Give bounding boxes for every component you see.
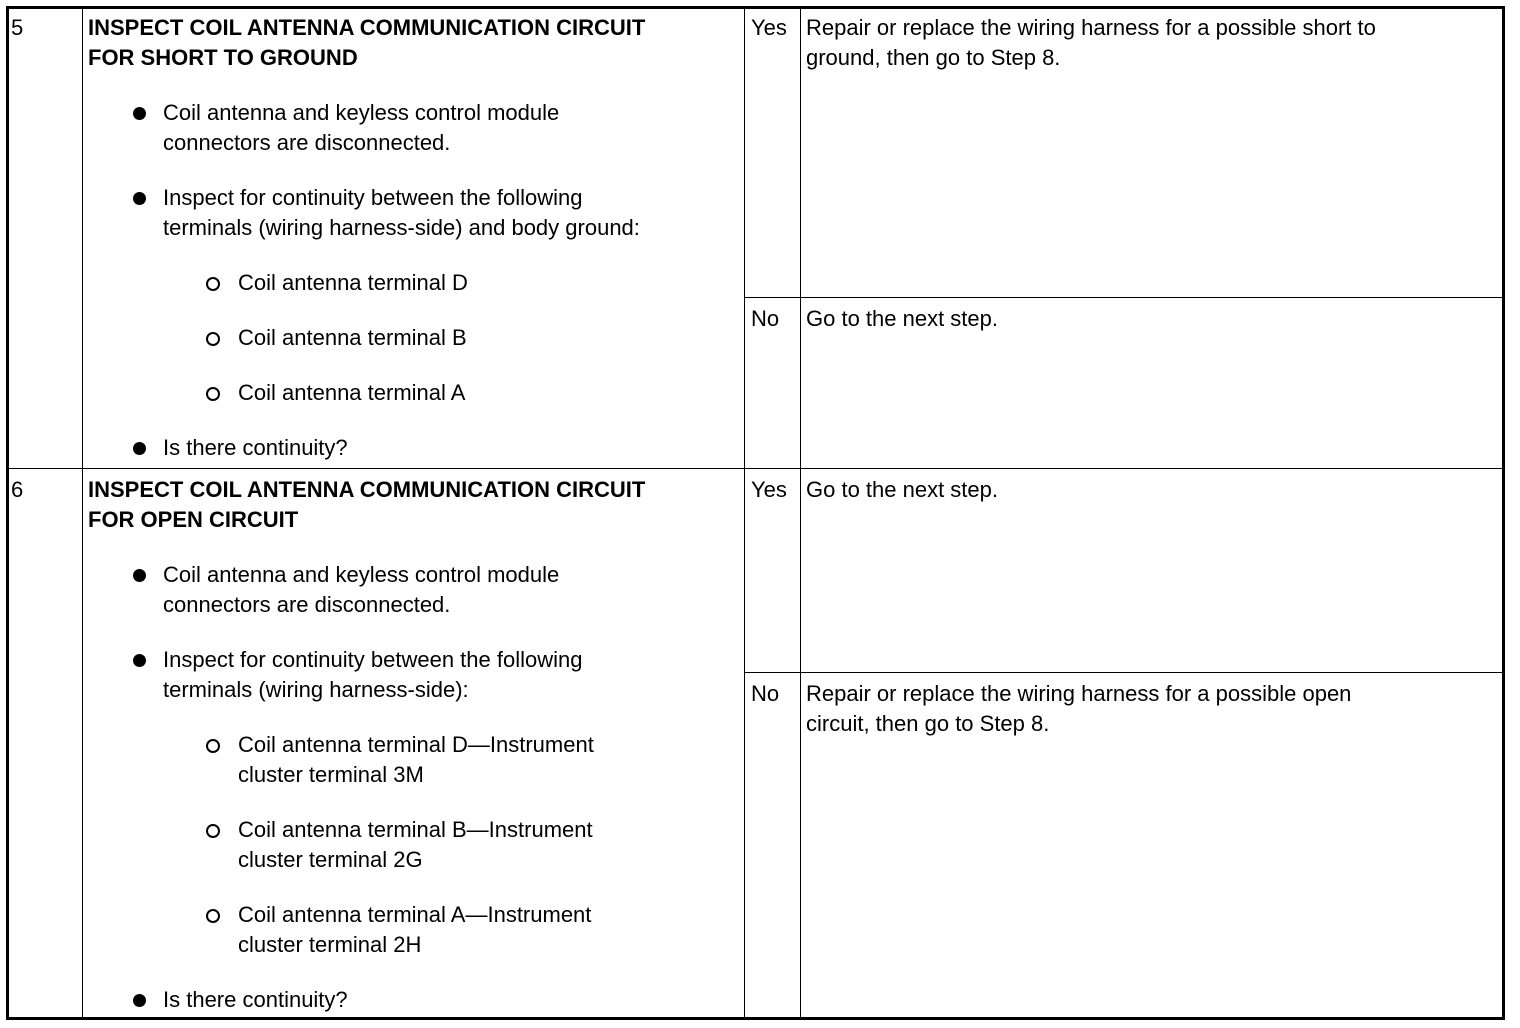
procedure-question: Is there continuity? (163, 435, 348, 460)
procedure-text: connectors are disconnected. (163, 592, 451, 617)
terminal-item: Coil antenna terminal D—Instrument (238, 732, 594, 757)
sub-bullet-icon (206, 332, 220, 346)
step-title: INSPECT COIL ANTENNA COMMUNICATION CIRCUIT (88, 477, 646, 502)
sub-bullet-icon (206, 824, 220, 838)
no-action-text: circuit, then go to Step 8. (806, 711, 1050, 736)
step-title: FOR SHORT TO GROUND (88, 45, 358, 70)
yes-action-text: ground, then go to Step 8. (806, 45, 1061, 70)
sub-bullet-icon (206, 739, 220, 753)
step-number: 6 (11, 477, 24, 502)
sub-bullet-icon (206, 277, 220, 291)
terminal-item: cluster terminal 2G (238, 847, 423, 872)
terminal-item: Coil antenna terminal A (238, 380, 466, 405)
bullet-icon (133, 994, 146, 1007)
procedure-text: Inspect for continuity between the following (163, 647, 583, 672)
bullet-icon (133, 107, 146, 120)
procedure-text: terminals (wiring harness-side): (163, 677, 469, 702)
step-title: INSPECT COIL ANTENNA COMMUNICATION CIRCUIT (88, 15, 646, 40)
terminal-item: Coil antenna terminal A—Instrument (238, 902, 592, 927)
procedure-text: connectors are disconnected. (163, 130, 451, 155)
bullet-icon (133, 192, 146, 205)
row-divider (9, 468, 1503, 469)
bullet-icon (133, 442, 146, 455)
terminal-item: cluster terminal 2H (238, 932, 422, 957)
bullet-icon (133, 569, 146, 582)
sub-bullet-icon (206, 909, 220, 923)
procedure-text: Coil antenna and keyless control module (163, 100, 560, 125)
terminal-item: Coil antenna terminal D (238, 270, 468, 295)
procedure-question: Is there continuity? (163, 987, 348, 1012)
step-number: 5 (11, 15, 24, 40)
yes-action-text: Go to the next step. (806, 477, 999, 502)
step5-yes-no-divider (745, 297, 1503, 298)
no-action-text: Repair or replace the wiring harness for a possible open (806, 681, 1352, 706)
column-divider-result (800, 9, 801, 1017)
step6-yes-no-divider (745, 672, 1503, 673)
terminal-item: Coil antenna terminal B—Instrument (238, 817, 593, 842)
bullet-icon (133, 654, 146, 667)
procedure-text: Inspect for continuity between the following (163, 185, 583, 210)
no-action-text: Go to the next step. (806, 306, 999, 331)
result-no-label: No (751, 306, 780, 331)
procedure-text: terminals (wiring harness-side) and body ground: (163, 215, 640, 240)
column-divider-step (82, 9, 83, 1017)
result-no-label: No (751, 681, 780, 706)
terminal-item: cluster terminal 3M (238, 762, 424, 787)
procedure-text: Coil antenna and keyless control module (163, 562, 560, 587)
sub-bullet-icon (206, 387, 220, 401)
column-divider-procedure (744, 9, 745, 1017)
result-yes-label: Yes (751, 15, 787, 40)
result-yes-label: Yes (751, 477, 787, 502)
terminal-item: Coil antenna terminal B (238, 325, 467, 350)
step-title: FOR OPEN CIRCUIT (88, 507, 299, 532)
yes-action-text: Repair or replace the wiring harness for a possible short to (806, 15, 1376, 40)
